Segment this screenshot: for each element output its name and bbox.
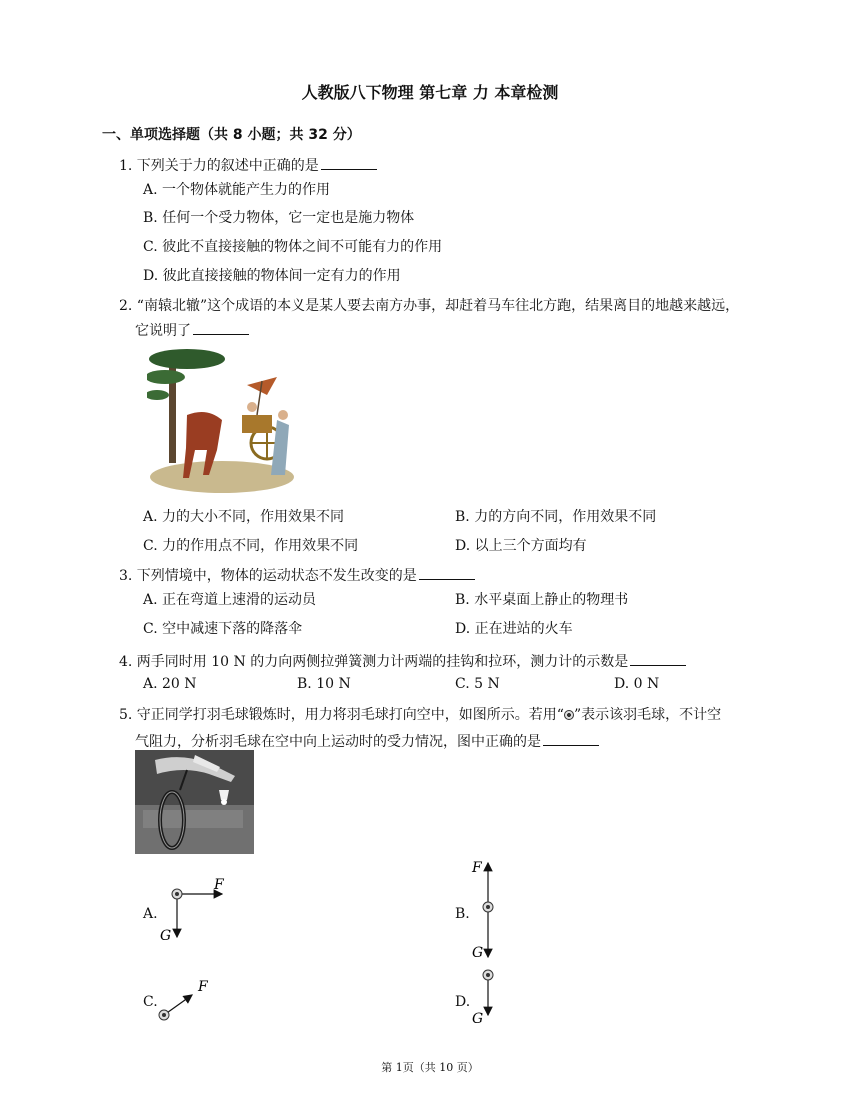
q5-option-b-diagram xyxy=(466,855,506,965)
q2-stem-text: 它说明了 xyxy=(135,323,191,339)
q2-stem-line1: 2. “南辕北辙”这个成语的本义是某人要去南方办事，却赶着马车往北方跑，结果离目的地越来越远， xyxy=(119,298,740,314)
q2-option-b: B. 力的方向不同，作用效果不同 xyxy=(455,509,657,525)
q5-option-d-diagram xyxy=(466,965,506,1027)
q1-stem xyxy=(119,155,377,175)
q2-stem-line2 xyxy=(135,320,249,340)
badminton-photo xyxy=(135,750,254,854)
section-heading: 一、单项选择题（共 8 小题；共 32 分） xyxy=(102,127,361,143)
q3-stem-text: 3. 下列情境中，物体的运动状态不发生改变的是 xyxy=(119,568,417,584)
q5-option-a-diagram xyxy=(160,870,240,945)
q4-option-c: C. 5 N xyxy=(455,676,500,692)
q1-option-c: C. 彼此不直接接触的物体之间不可能有力的作用 xyxy=(143,239,443,255)
q2-option-a: A. 力的大小不同，作用效果不同 xyxy=(143,509,345,525)
q3-option-a: A. 正在弯道上速滑的运动员 xyxy=(143,592,317,608)
q1-option-a: A. 一个物体就能产生力的作用 xyxy=(143,182,331,198)
force-label-g: G xyxy=(472,1011,484,1027)
chariot-illustration xyxy=(147,345,297,495)
answer-blank xyxy=(193,333,249,335)
q5-option-d-label: D. xyxy=(455,994,471,1010)
q2-option-c: C. 力的作用点不同，作用效果不同 xyxy=(143,538,359,554)
q4-option-d: D. 0 N xyxy=(614,676,660,692)
q1-option-b: B. 任何一个受力物体，它一定也是施力物体 xyxy=(143,210,415,226)
q3-option-d: D. 正在进站的火车 xyxy=(455,621,573,637)
q5-stem-text-b: ”表示该羽毛球，不计空 xyxy=(573,707,722,723)
q3-option-c: C. 空中减速下落的降落伞 xyxy=(143,621,303,637)
shuttlecock-icon xyxy=(564,710,574,720)
q5-option-a-label: A. xyxy=(143,906,158,922)
q1-stem-text: 1. 下列关于力的叙述中正确的是 xyxy=(119,158,319,174)
q5-option-b-label: B. xyxy=(455,906,470,922)
force-label-f: F xyxy=(198,979,208,995)
q3-stem xyxy=(119,565,475,585)
q1-option-d: D. 彼此直接接触的物体间一定有力的作用 xyxy=(143,268,401,284)
page-footer: 第 1页（共 10 页） xyxy=(381,1061,479,1074)
answer-blank xyxy=(321,168,377,170)
q4-stem-text: 4. 两手同时用 10 N 的力向两侧拉弹簧测力计两端的挂钩和拉环，测力计的示数是 xyxy=(119,654,629,670)
q3-option-b: B. 水平桌面上静止的物理书 xyxy=(455,592,629,608)
q4-option-b: B. 10 N xyxy=(297,676,351,692)
answer-blank xyxy=(543,744,599,746)
answer-blank xyxy=(419,578,475,580)
q2-option-d: D. 以上三个方面均有 xyxy=(455,538,587,554)
force-label-f: F xyxy=(472,860,482,876)
q5-stem-line2 xyxy=(135,731,599,751)
q4-option-a: A. 20 N xyxy=(143,676,197,692)
q5-stem-line1 xyxy=(119,704,721,724)
q5-stem-text-a: 5. 守正同学打羽毛球锻炼时，用力将羽毛球打向空中，如图所示。若用“ xyxy=(119,707,564,723)
answer-blank xyxy=(630,664,686,666)
force-label-g: G xyxy=(160,928,172,944)
force-label-f: F xyxy=(214,877,224,893)
q4-stem xyxy=(119,651,686,671)
q5-option-c-diagram xyxy=(155,975,220,1025)
q5-stem-text-2: 气阻力，分析羽毛球在空中向上运动时的受力情况，图中正确的是 xyxy=(135,734,541,750)
q5-option-c-label: C. xyxy=(143,994,158,1010)
force-label-g: G xyxy=(472,945,484,961)
page-title: 人教版八下物理 第七章 力 本章检测 xyxy=(301,83,559,102)
